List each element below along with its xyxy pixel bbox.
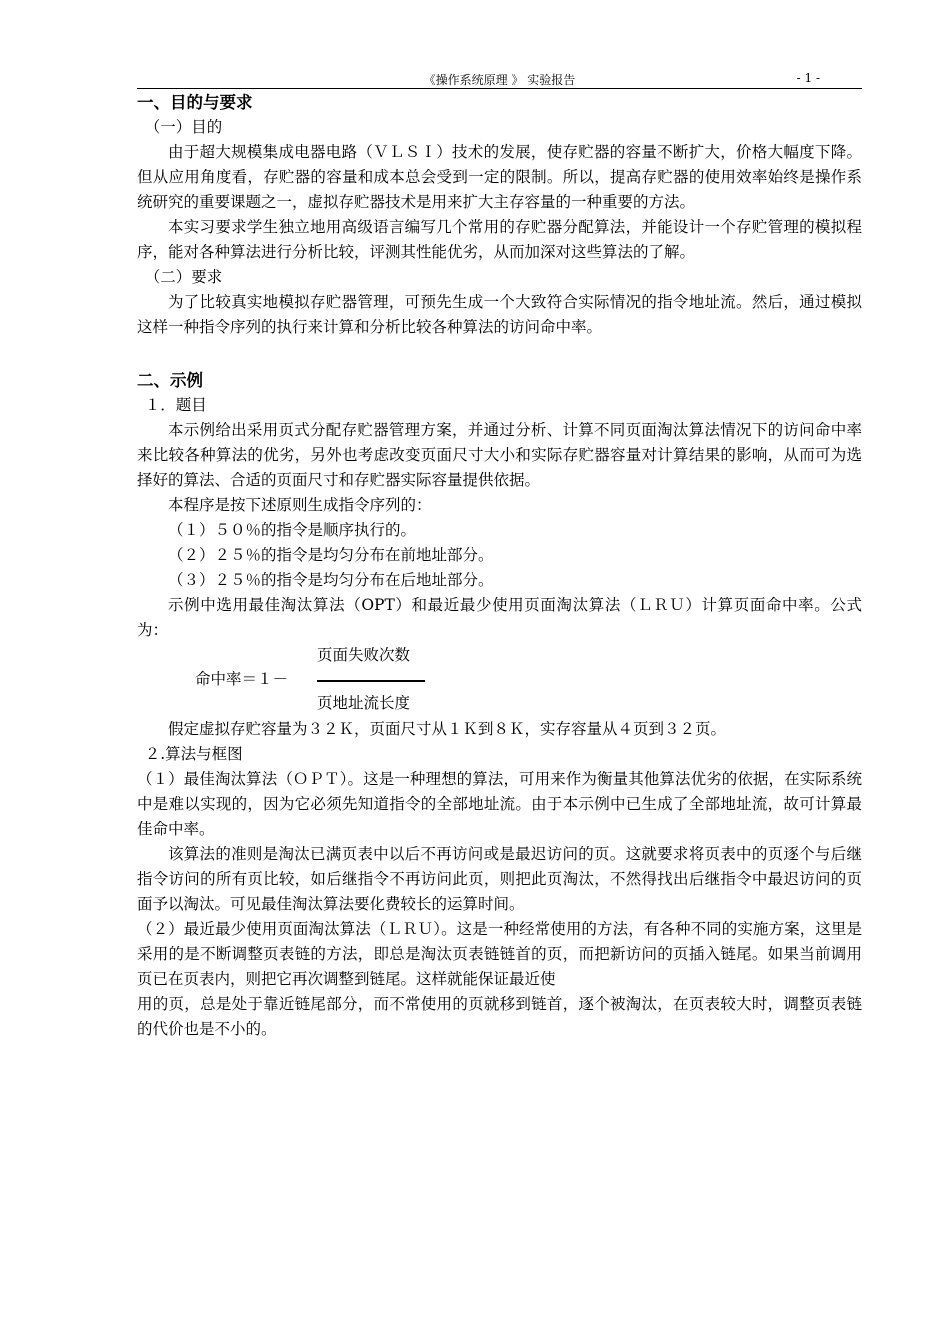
subheading-topic: １．题目 bbox=[144, 396, 207, 414]
subheading-algorithms: ２.算法与框图 bbox=[144, 745, 243, 763]
paragraph: 本示例给出采用页式分配存贮器管理方案，并通过分析、计算不同页面淘汰算法情况下的访问命中率来比较各种算法的优劣，另外也考虑改变页面尺寸大小和实际存贮器容量对计算结果的影响，从而可为选择好的算法、合适的页面尺寸和存贮器实际容量提供依据。 bbox=[137, 421, 862, 489]
section-heading-purpose: 一、目的与要求 bbox=[137, 93, 253, 112]
paragraph: 示例中选用最佳淘汰算法（OPT）和最近最少使用页面淘汰算法（ＬＲＵ）计算页面命中率。公式为： bbox=[137, 596, 862, 639]
formula-numerator: 页面失败次数 bbox=[317, 646, 411, 664]
paragraph: 假定虚拟存贮容量为３２Ｋ，页面尺寸从１Ｋ到８Ｋ，实存容量从４页到３２页。 bbox=[168, 720, 727, 738]
subheading-requirements: （二）要求 bbox=[144, 268, 223, 286]
spacer bbox=[137, 340, 862, 368]
section-heading-example: 二、示例 bbox=[137, 371, 203, 390]
formula-denominator: 页地址流长度 bbox=[317, 694, 411, 712]
header-title: 《操作系统原理 》 实验报告 bbox=[423, 73, 576, 87]
formula-lhs: 命中率＝１－ bbox=[195, 670, 289, 688]
subheading-purpose: （一）目的 bbox=[144, 118, 223, 136]
paragraph: 用的页，总是处于靠近链尾部分，而不常使用的页就移到链首，逐个被淘汰，在页表较大时，调整页表链的代价也是不小的。 bbox=[137, 995, 862, 1038]
hit-rate-formula bbox=[137, 645, 862, 717]
paragraph: 由于超大规模集成电器电路（ＶＬＳＩ）技术的发展，使存贮器的容量不断扩大，价格大幅度下降。但从应用角度看，存贮器的容量和成本总会受到一定的限制。所以，提高存贮器的使用效率始终是操作系统研究的重要课题之一，虚拟存贮器技术是用来扩大主存容量的一种重要的方法。 bbox=[137, 143, 862, 211]
list-item: （２）２５％的指令是均匀分布在前地址部分。 bbox=[168, 546, 494, 564]
page-header bbox=[137, 66, 862, 89]
document-body bbox=[137, 90, 862, 1042]
page-number: - 1 - bbox=[796, 71, 820, 85]
paragraph: 本程序是按下述原则生成指令序列的： bbox=[168, 496, 432, 514]
paragraph: （２）最近最少使用页面淘汰算法（ＬＲＵ）。这是一种经常使用的方法，有各种不同的实施方案，这里是采用的是不断调整页表链的方法，即总是淘汰页表链链首的页，而把新访问的页插入链尾。如果当前调用页已在页表内，则把它再次调整到链尾。这样就能保证最近使 bbox=[137, 920, 862, 988]
paragraph: 为了比较真实地模拟存贮器管理，可预先生成一个大致符合实际情况的指令地址流。然后，通过模拟这样一种指令序列的执行来计算和分析比较各种算法的访问命中率。 bbox=[137, 293, 862, 336]
paragraph: 本实习要求学生独立地用高级语言编写几个常用的存贮器分配算法，并能设计一个存贮管理的模拟程序，能对各种算法进行分析比较，评测其性能优劣，从而加深对这些算法的了解。 bbox=[137, 218, 862, 261]
list-item: （１）５０％的指令是顺序执行的。 bbox=[168, 521, 417, 539]
paragraph: （１）最佳淘汰算法（ＯＰＴ）。这是一种理想的算法，可用来作为衡量其他算法优劣的依据，在实际系统中是难以实现的，因为它必须先知道指令的全部地址流。由于本示例中已生成了全部地址流，故可计算最佳命中率。 bbox=[137, 770, 862, 838]
fraction-bar bbox=[317, 680, 425, 682]
paragraph: 该算法的准则是淘汰已满页表中以后不再访问或是最迟访问的页。这就要求将页表中的页逐个与后继指令访问的所有页比较，如后继指令不再访问此页，则把此页淘汰，不然得找出后继指令中最迟访问的页面予以淘汰。可见最佳淘汰算法要化费较长的运算时间。 bbox=[137, 845, 862, 913]
list-item: （３）２５％的指令是均匀分布在后地址部分。 bbox=[168, 571, 494, 589]
